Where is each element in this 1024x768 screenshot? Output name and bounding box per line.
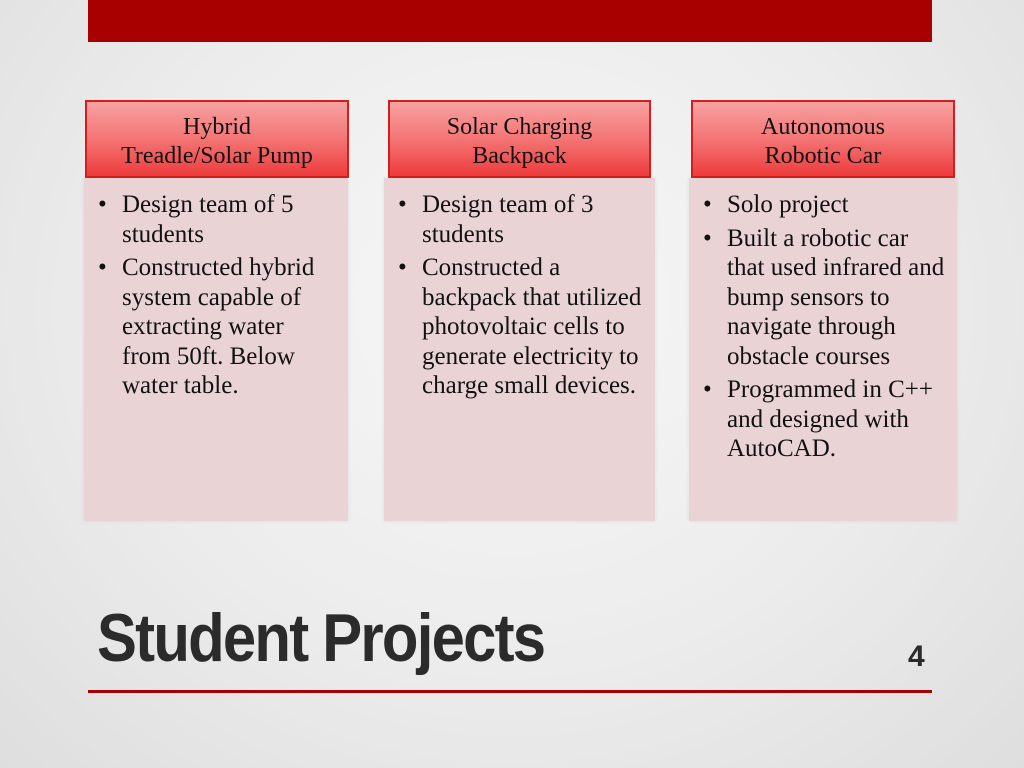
column-body — [384, 178, 655, 521]
bullet-list — [703, 190, 947, 464]
bullet-icon: • — [398, 254, 407, 281]
bullet-icon: • — [703, 376, 712, 403]
bullet-text: Programmed in C++ and designed with AutoCAD. — [727, 376, 933, 462]
bullet-icon: • — [703, 191, 712, 218]
bullet-text: Constructed hybrid system capable of extracting water from 50ft. Below water table. — [122, 254, 315, 399]
page-number: 4 — [908, 640, 925, 673]
bullet-list — [98, 190, 338, 401]
bullet-list — [398, 190, 645, 401]
bullet-item — [703, 224, 947, 372]
column-header — [388, 100, 651, 178]
column-header — [691, 100, 955, 178]
top-accent-bar — [88, 0, 932, 42]
bullet-icon: • — [398, 191, 407, 218]
bullet-text: Design team of 5 students — [122, 191, 294, 248]
bullet-icon: • — [98, 254, 107, 281]
column-header-line1: Autonomous — [760, 114, 885, 140]
bullet-item — [398, 253, 645, 401]
bullet-text: Built a robotic car that used infrared and bump sensors to navigate through obstacle courses — [727, 224, 945, 370]
title-underline — [88, 690, 932, 693]
bullet-text: Solo project — [727, 191, 849, 218]
bullet-item — [98, 190, 338, 249]
bullet-item — [98, 253, 338, 401]
column-body — [689, 178, 957, 521]
slide-title: Student Projects — [97, 600, 545, 676]
bullet-icon: • — [98, 191, 107, 218]
bullet-text: Constructed a backpack that utilized photovoltaic cells to generate electricity to charge small devices. — [422, 254, 642, 399]
bullet-item — [398, 190, 645, 249]
column-body — [84, 178, 348, 521]
column-header-line2: Robotic Car — [764, 143, 882, 169]
column-header-line2: Backpack — [472, 143, 567, 169]
bullet-text: Design team of 3 students — [422, 191, 594, 248]
column-header-line1: Solar Charging — [446, 114, 593, 140]
bullet-icon: • — [703, 224, 712, 252]
column-header — [85, 100, 349, 178]
bullet-item — [703, 190, 947, 220]
bullet-item — [703, 375, 947, 464]
column-header-line1: Hybrid — [183, 114, 251, 140]
column-header-line2: Treadle/Solar Pump — [121, 143, 313, 169]
